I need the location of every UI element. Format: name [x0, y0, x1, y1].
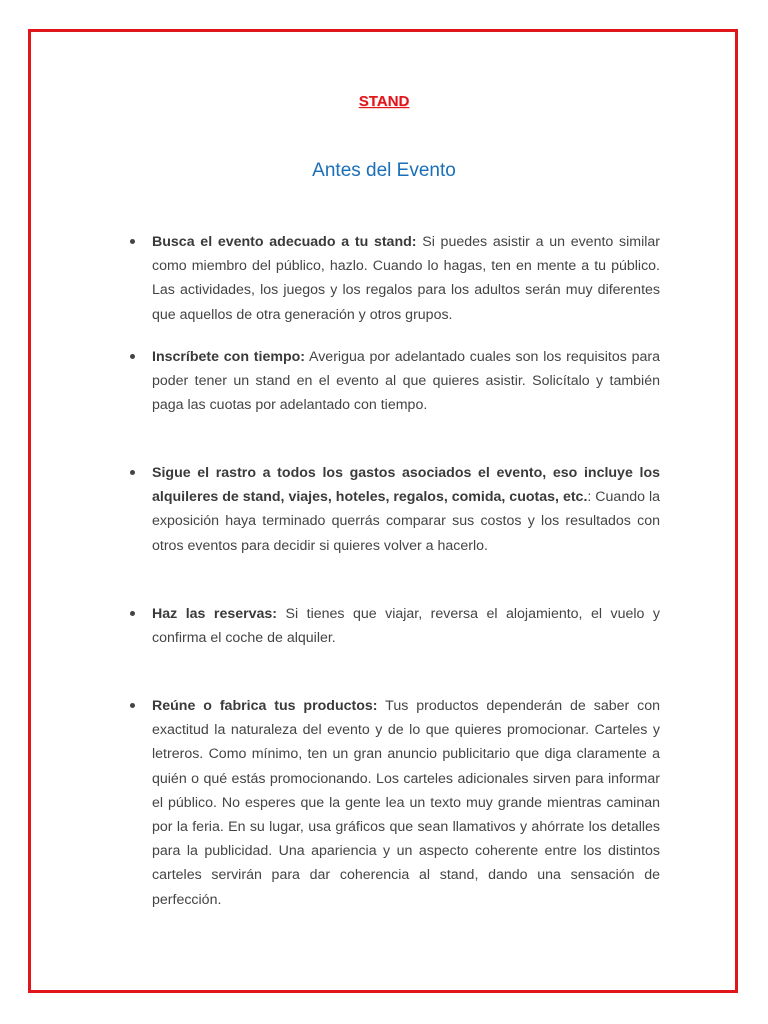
document-title: STAND [358, 93, 410, 110]
bullet-icon [130, 703, 135, 708]
bullet-icon [130, 354, 135, 359]
list-item-productos [152, 694, 660, 912]
item-lead: Inscríbete con tiempo: [152, 349, 306, 365]
list-item-reservas [152, 602, 660, 650]
item-lead: Busca el evento adecuado a tu stand: [152, 234, 417, 250]
item-text: Si tienes que viajar, reversa el alojamiento, el vuelo y confirma el coche de alquiler. [152, 606, 661, 647]
bullet-icon [130, 470, 135, 475]
item-lead: Reúne o fabrica tus productos: [152, 698, 378, 714]
item-text: Averigua por adelantado cuales son los requisitos para poder tener un stand en el evento al que quieres asistir. Solicítalo y también paga las cuotas por adelantado con tiempo. [152, 349, 660, 414]
list-item-gastos [152, 461, 660, 558]
list-item-inscribete [152, 345, 660, 418]
item-text: : Cuando la exposición haya terminado querrás comparar sus costos y los resultados con otros eventos para decidir si quieres volver a hacerlo. [152, 489, 660, 554]
bullet-icon [130, 611, 135, 616]
item-lead: Sigue el rastro a todos los gastos asociados el evento, eso incluye los alquileres de stand, viajes, hoteles, regalos, comida, cuotas, etc. [152, 465, 660, 506]
section-heading: Antes del Evento [312, 160, 456, 181]
item-text: Si puedes asistir a un evento similar como miembro del público, hazlo. Cuando lo hagas, ten en mente a tu público. Las actividades, los juegos y los regalos para los adultos serán muy diferentes que aquellos de otra generación y otros grupos. [152, 234, 660, 323]
item-lead: Haz las reservas: [152, 606, 278, 622]
item-text: Tus productos dependerán de saber con exactitud la naturaleza del evento y de lo que quieres promocionar. Carteles y letreros. Como mínimo, ten un gran anuncio publicitario que diga claramente a quién o qué estás promocionando. Los carteles adicionales sirven para informar el público. No esperes que la gente lea un texto muy grande mientras caminan por la feria. En su lugar, usa gráficos que sean llamativos y ahórrate los detalles para la publicidad. Una apariencia y un aspecto coherente entre los distintos carteles servirán para dar coherencia al stand, dando una sensación de perfección. [152, 698, 660, 908]
bullet-icon [130, 239, 135, 244]
list-item-busca-evento [152, 230, 660, 327]
